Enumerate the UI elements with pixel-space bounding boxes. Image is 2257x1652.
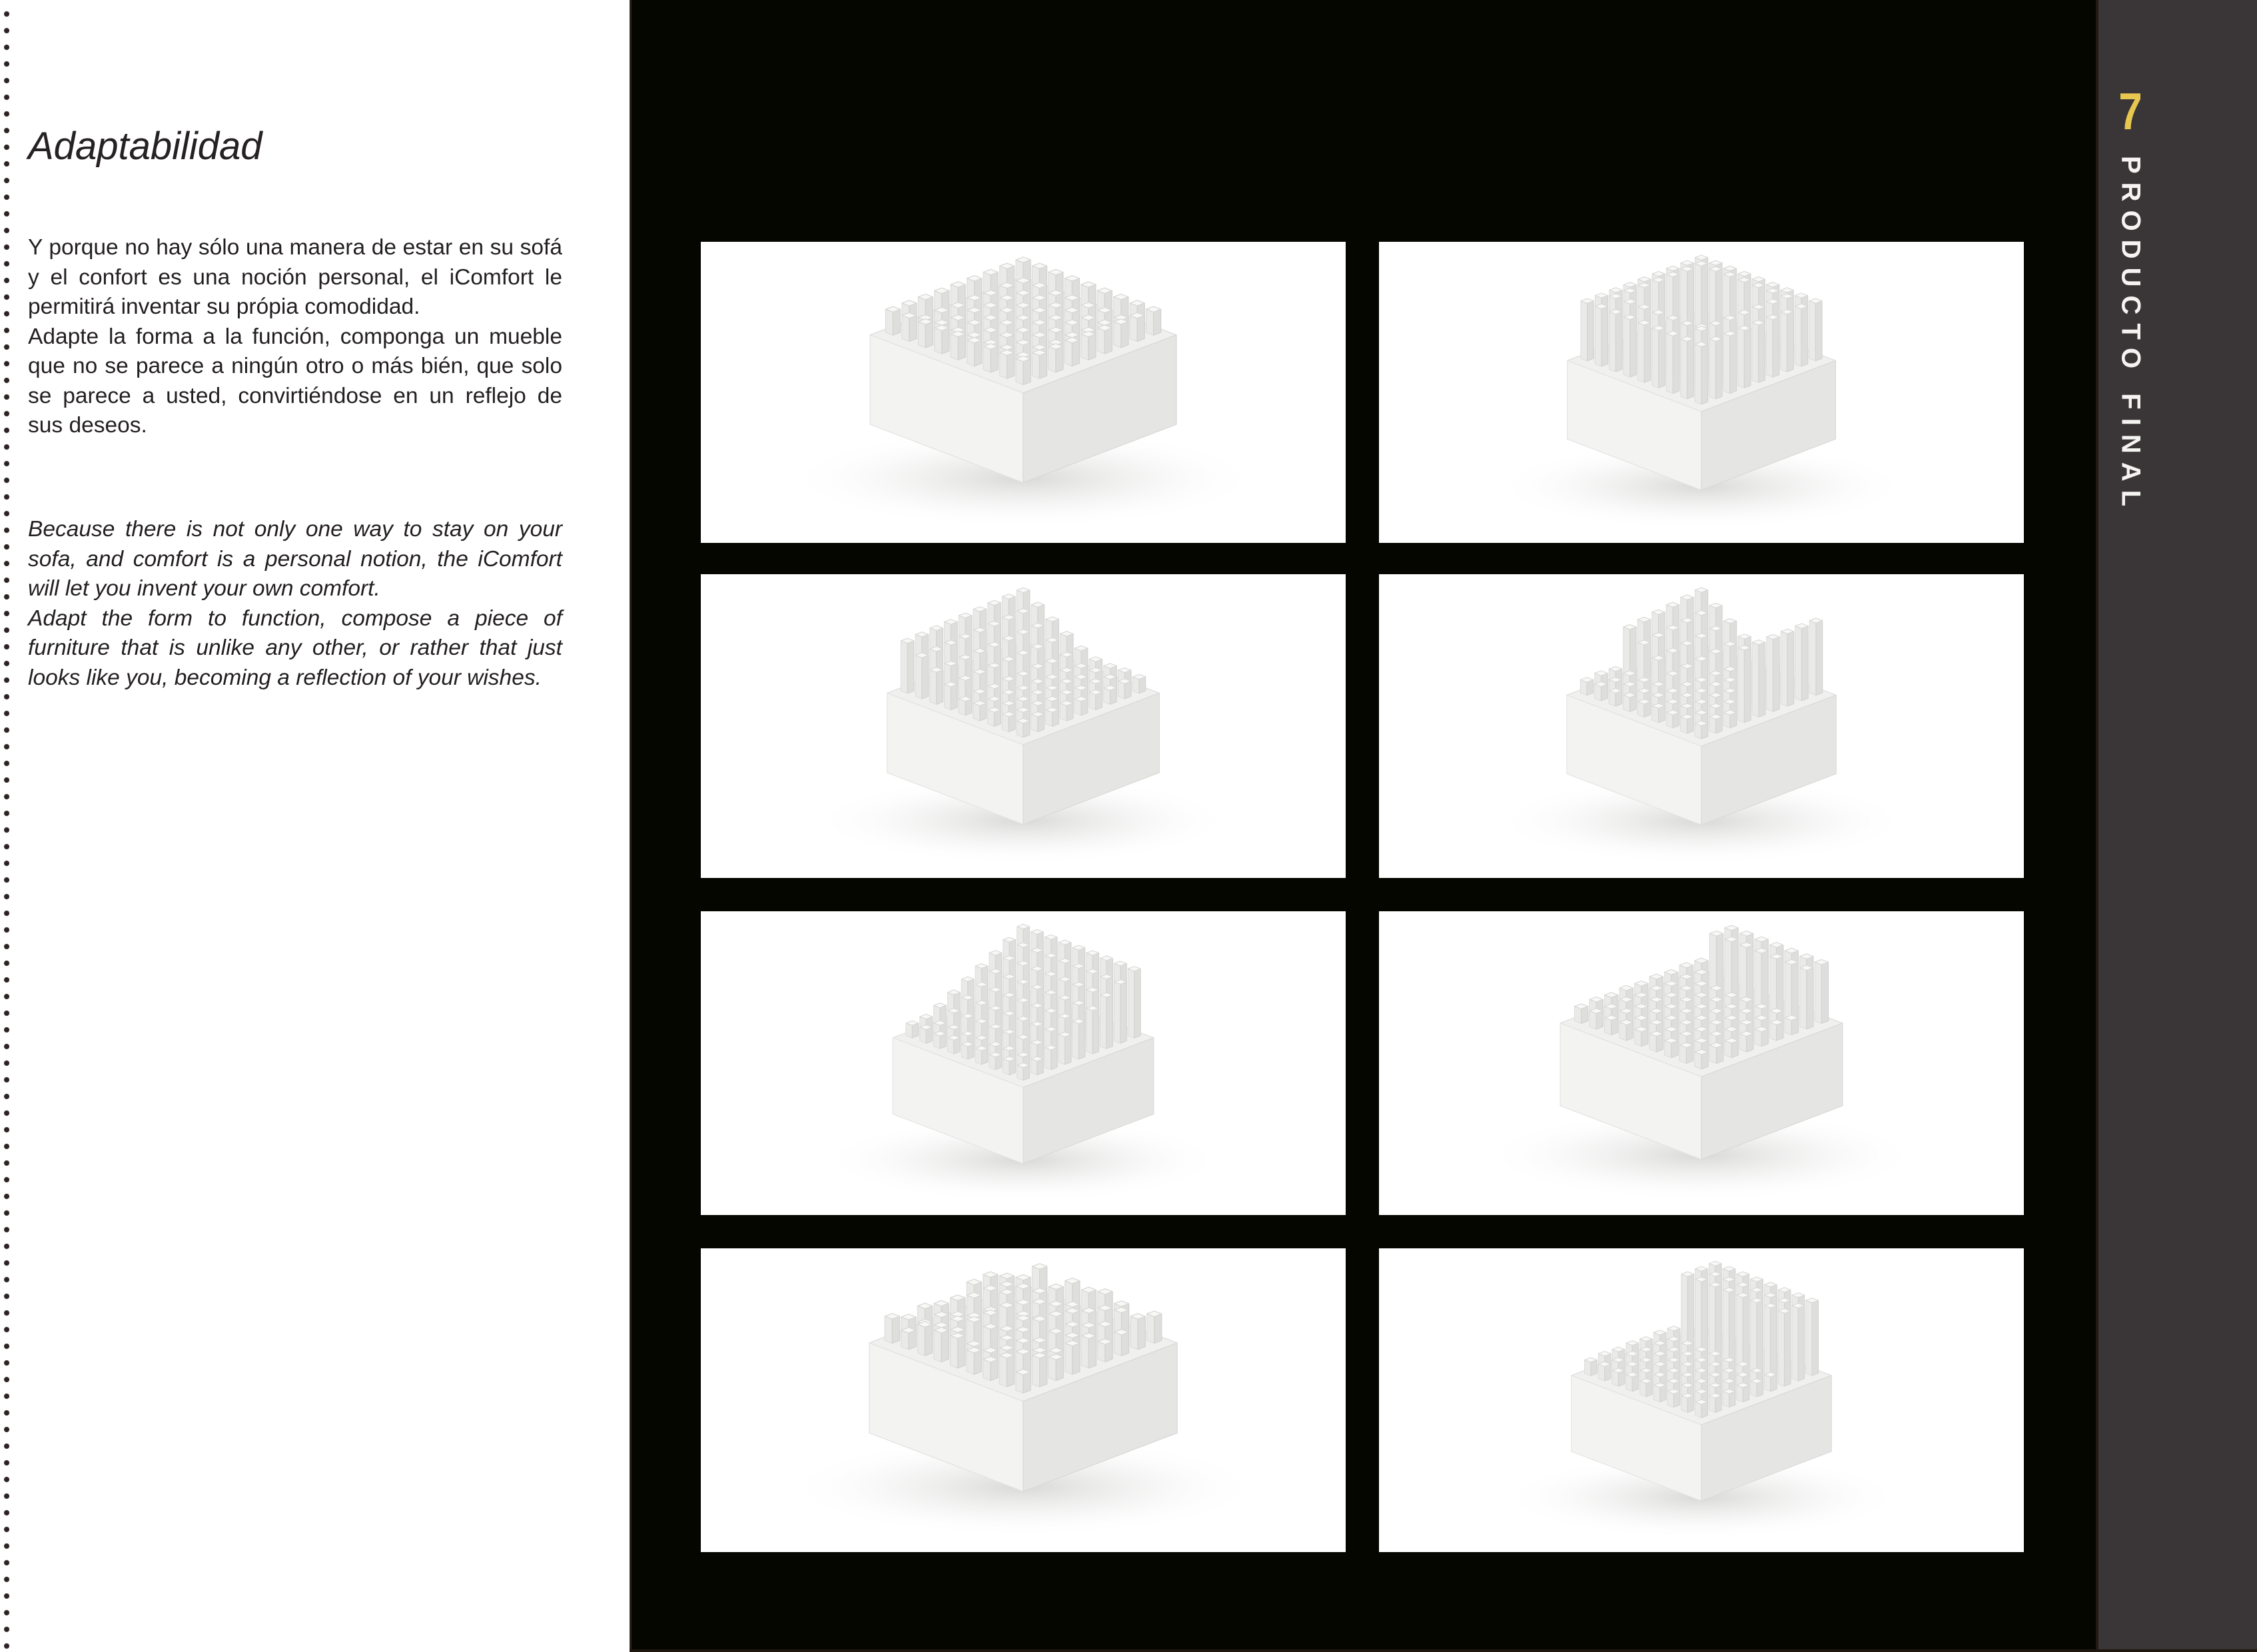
furniture-render-stadium-steps	[701, 911, 1346, 1215]
page-bottom-edge	[630, 1649, 2257, 1652]
gallery-panel	[630, 0, 2096, 1652]
render-frame-corner-steps-and-slats	[1379, 574, 2024, 878]
furniture-render-side-slope-chaise	[701, 574, 1346, 878]
sidebar	[2096, 0, 2257, 1652]
section-label-wrap	[2098, 156, 2162, 515]
paragraph-spanish	[28, 233, 562, 441]
paragraph-english	[28, 515, 562, 693]
section-label: PRODUCTO FINAL	[2116, 156, 2146, 516]
furniture-render-flat-top	[701, 242, 1346, 543]
paragraph-english-part1: Because there is not only one way to stay on your sofa, and comfort is a personal notion, the iComfort will let you invent your own comfort.	[28, 517, 562, 601]
dotted-border	[3, 11, 10, 1652]
page-title: Adaptabilidad	[28, 125, 262, 168]
render-frame-flat-top	[701, 242, 1346, 543]
furniture-render-low-back-sofa	[1379, 911, 2024, 1215]
page-number: 7	[2118, 82, 2142, 141]
render-frame-random-relief	[701, 1248, 1346, 1552]
render-frame-enclosed-pit	[1379, 242, 2024, 543]
render-frame-high-back-sofa	[1379, 1248, 2024, 1552]
render-frame-stadium-steps	[701, 911, 1346, 1215]
paragraph-spanish-part2: Adapte la forma a la función, componga un mueble que no se parece a ningún otro o más bién, que solo se parece a usted, convirtiéndose en un reflejo de sus deseos.	[28, 324, 562, 438]
paragraph-spanish-part1: Y porque no hay sólo una manera de estar en su sofá y el confort es una noción personal, el iComfort le permitirá inventar su própia comodidad.	[28, 235, 562, 319]
render-frame-low-back-sofa	[1379, 911, 2024, 1215]
render-frame-side-slope-chaise	[701, 574, 1346, 878]
furniture-render-high-back-sofa	[1379, 1248, 2024, 1552]
furniture-render-enclosed-pit	[1379, 242, 2024, 543]
text-column	[28, 0, 562, 1652]
furniture-render-corner-steps-and-slats	[1379, 574, 2024, 878]
paragraph-english-part2: Adapt the form to function, compose a piece of furniture that is unlike any other, or rather that just looks like you, becoming a reflection of your wishes.	[28, 606, 562, 690]
furniture-render-random-relief	[701, 1248, 1346, 1552]
